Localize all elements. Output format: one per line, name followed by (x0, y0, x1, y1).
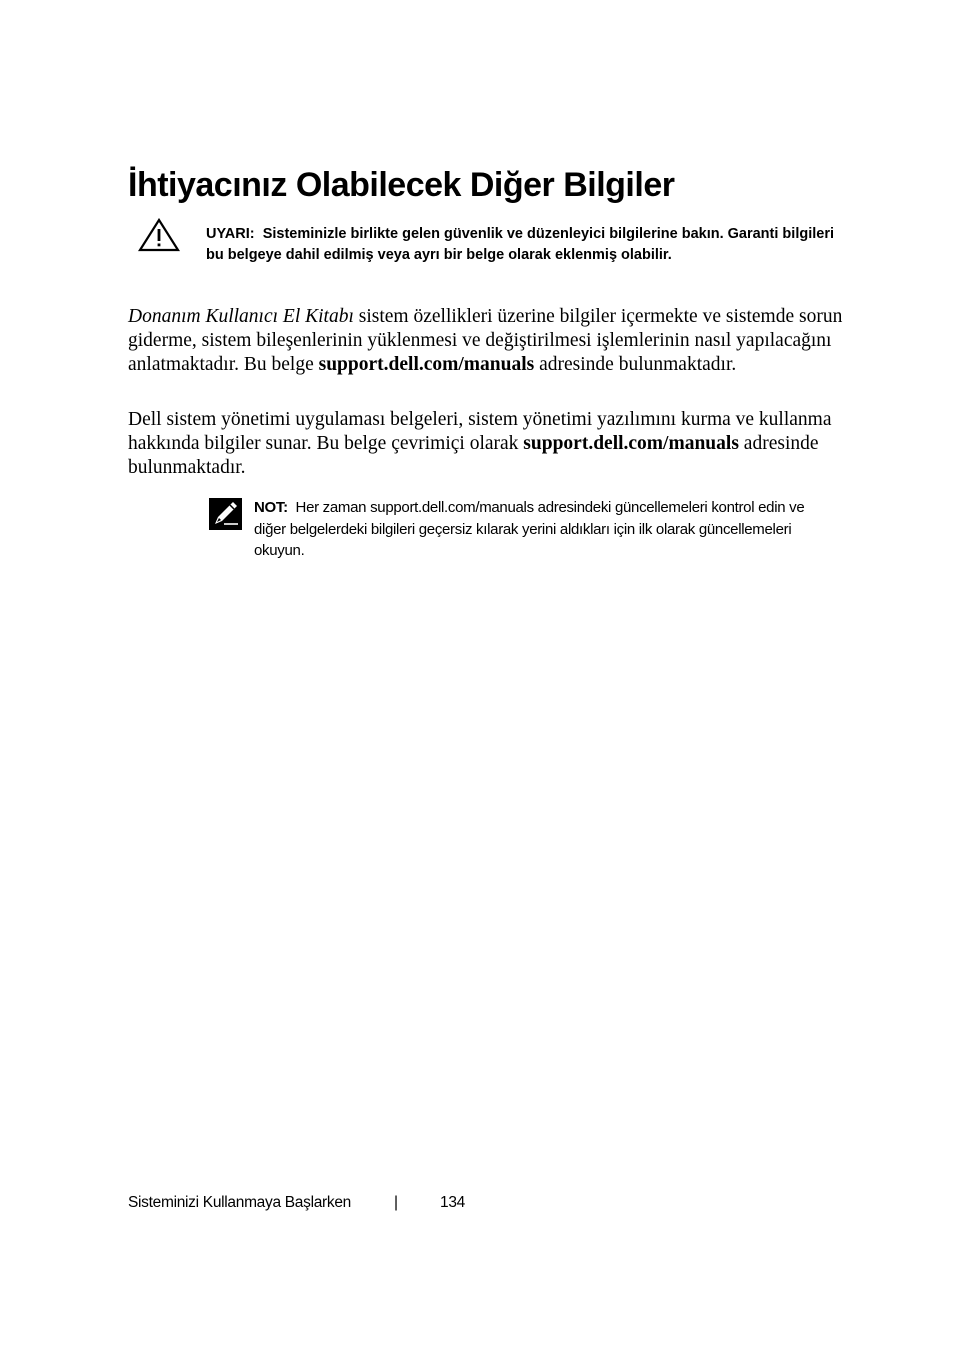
warning-label: UYARI: (206, 226, 255, 242)
warning-body: Sisteminizle birlikte gelen güvenlik ve düzenleyici bilgilerine bakın. Garanti bilgileri bu belgeye dahil edilmiş veya ayrı bir belge olarak eklenmiş olabilir. (206, 226, 834, 263)
note-label: NOT: (254, 499, 288, 516)
paragraph-suffix: adresinde bulunmaktadır. (534, 354, 737, 375)
paragraph-suffix: adresinde bulunmaktadır. (128, 433, 819, 478)
manuals-link: support.dell.com/manuals (523, 433, 739, 454)
note-message (254, 497, 814, 562)
hardware-manual-title: Donanım Kullanıcı El Kitabı (128, 306, 354, 327)
manuals-link: support.dell.com/manuals (318, 354, 535, 375)
footer-page-number: 134 (440, 1194, 465, 1211)
paragraph-system-management (128, 408, 858, 480)
warning-triangle-icon (138, 218, 180, 252)
note-body: Her zaman support.dell.com/manuals adresindeki güncellemeleri kontrol edin ve diğer belgelerdeki bilgileri geçersiz kılarak yerini aldıkları için ilk olarak güncellemeleri okuyun. (254, 499, 805, 559)
paragraph-body: sistem özellikleri üzerine bilgiler içermekte ve sistemde sorun giderme, sistem bileşenlerinin yüklenmesi ve değiştirilmesi işlemlerinin nasıl yapılacağını anlatmaktadır. Bu belge (128, 306, 843, 375)
footer-separator: | (394, 1194, 398, 1211)
page-title: İhtiyacınız Olabilecek Diğer Bilgiler (128, 166, 675, 204)
warning-message (206, 224, 846, 266)
note-pencil-icon (209, 498, 242, 530)
footer-section-title: Sisteminizi Kullanmaya Başlarken (128, 1194, 351, 1211)
paragraph-hardware-manual (128, 305, 858, 377)
paragraph-body: Dell sistem yönetimi uygulaması belgeleri, sistem yönetimi yazılımını kurma ve kullanma hakkında bilgiler sunar. Bu belge çevrimiçi olarak (128, 409, 832, 454)
